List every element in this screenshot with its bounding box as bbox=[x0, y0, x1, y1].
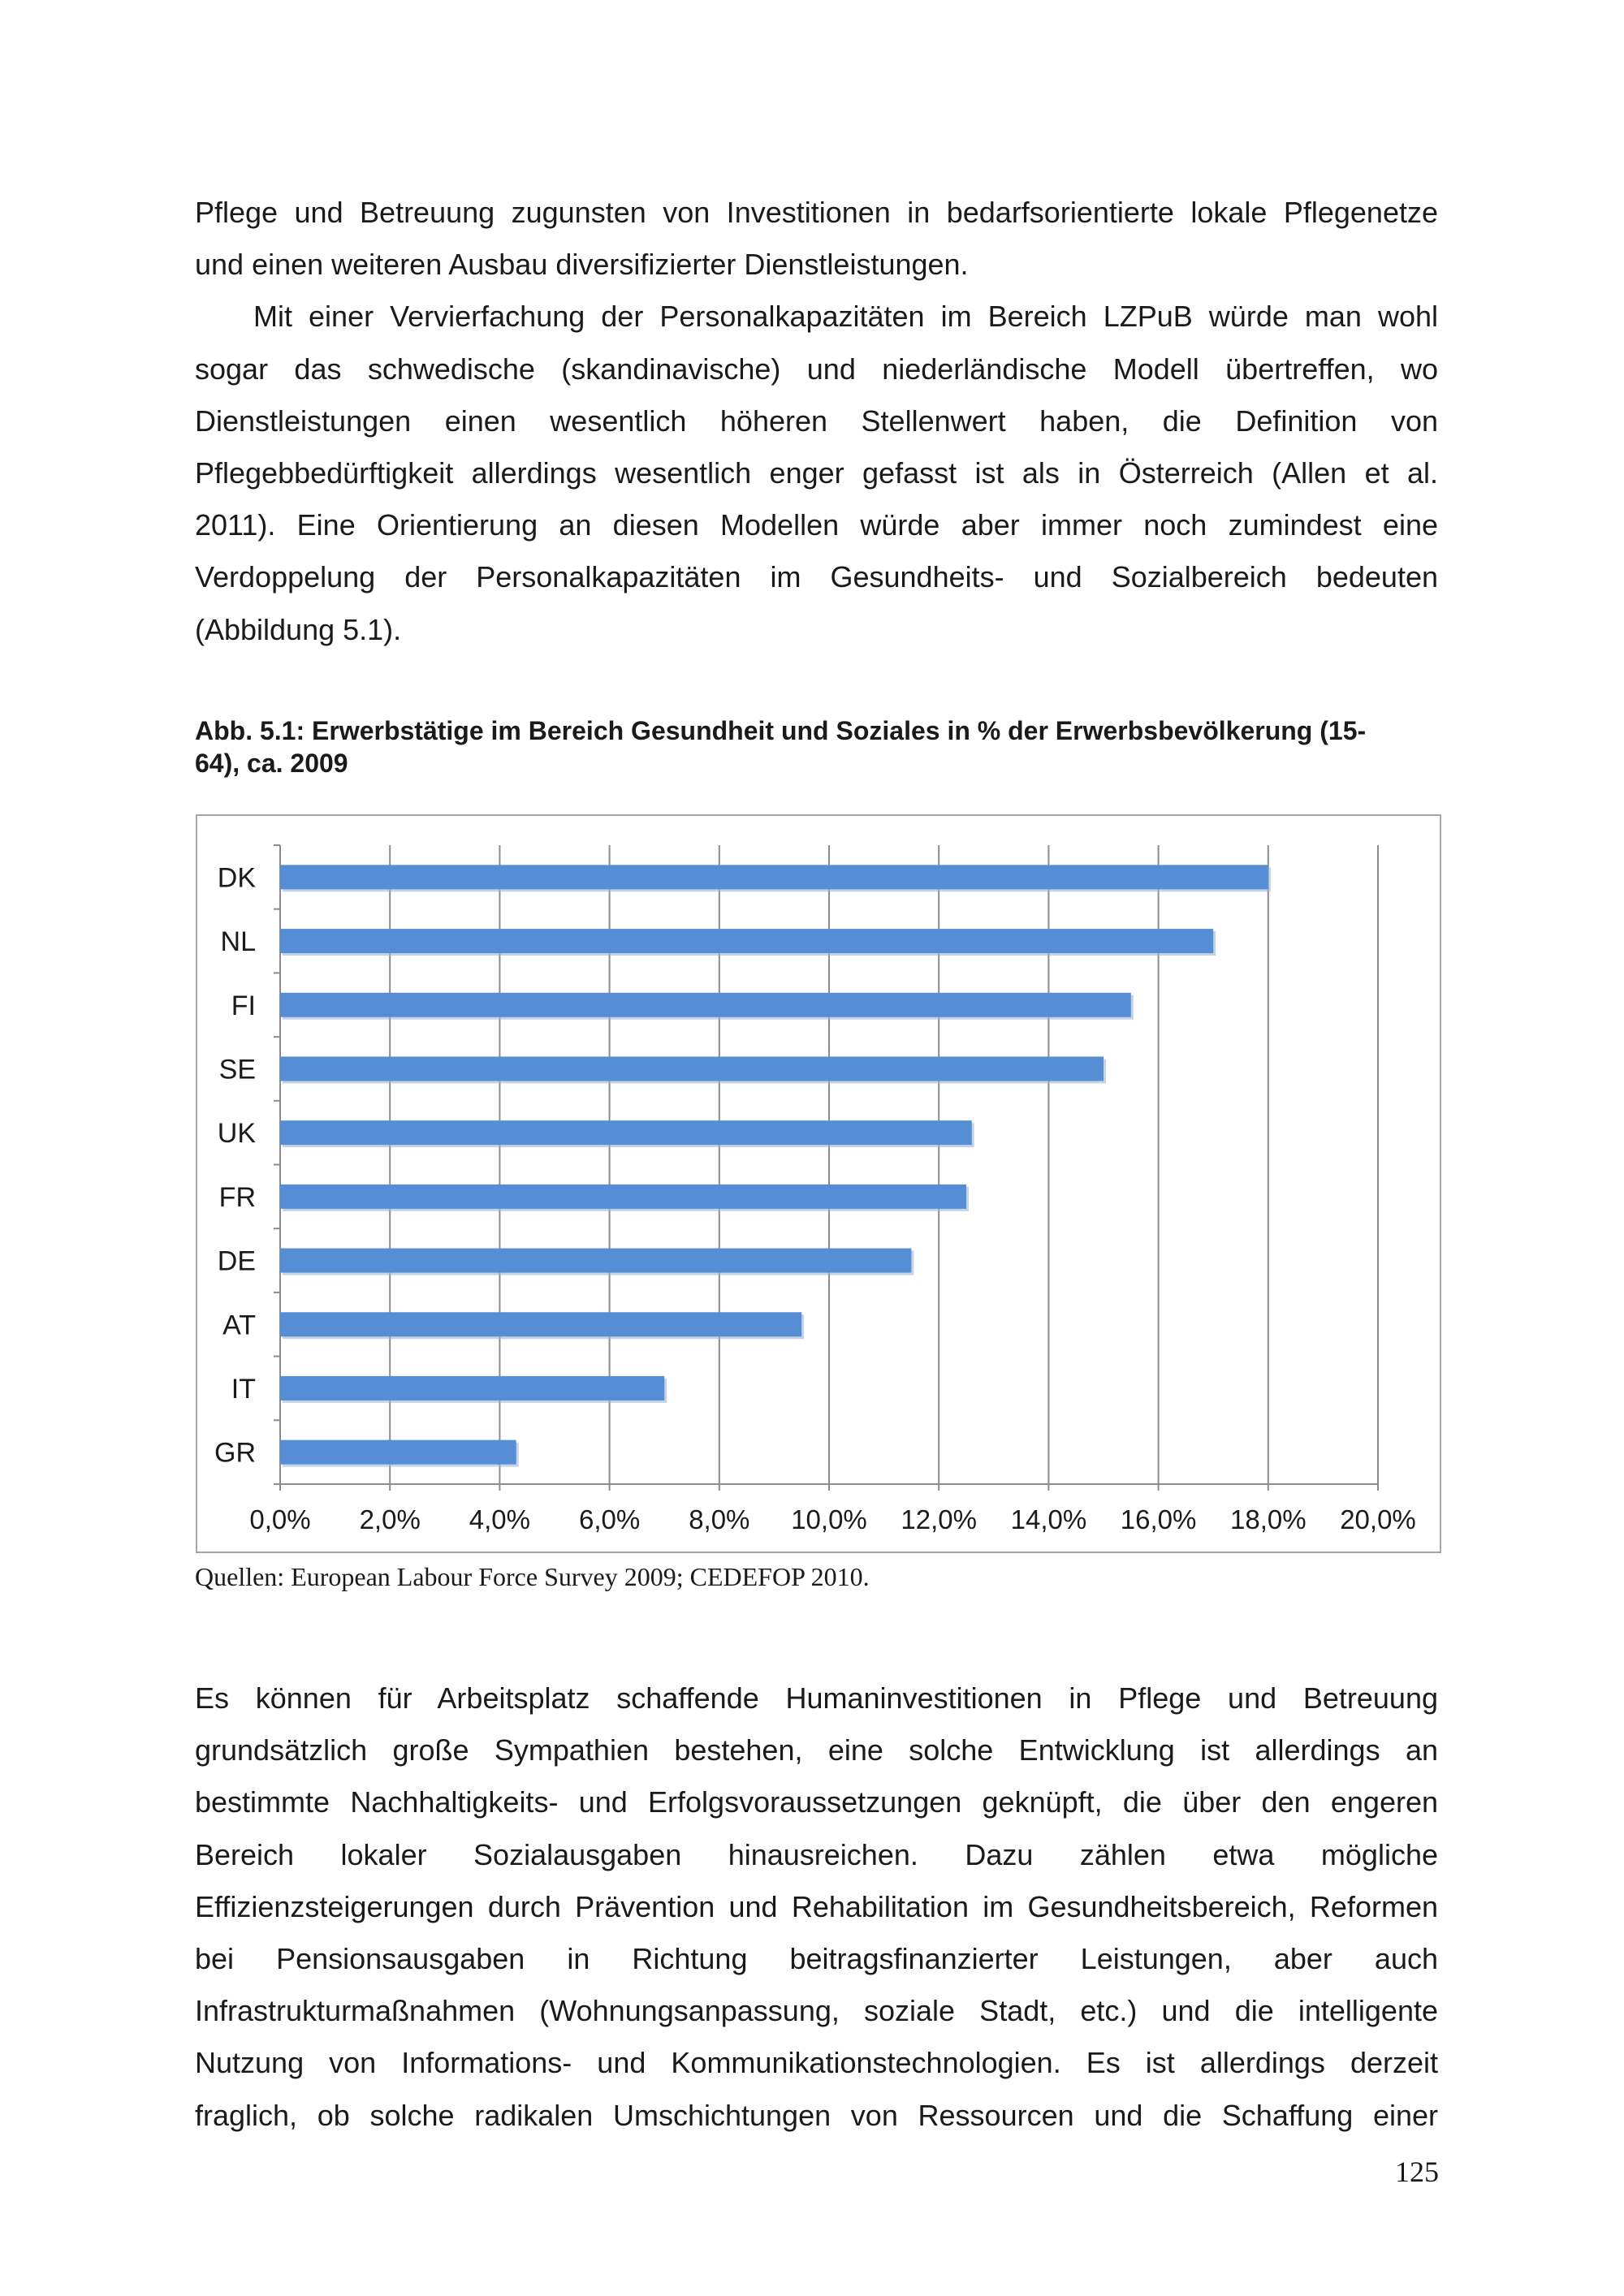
x-tick-label: 18,0% bbox=[1230, 1504, 1307, 1534]
text-line: Pflegebbedürftigkeit allerdings wesentlich enger gefasst ist als in Österreich (Allen et al. bbox=[195, 455, 1438, 490]
paragraph-1 bbox=[195, 187, 1438, 656]
x-tick-label: 14,0% bbox=[1010, 1504, 1087, 1534]
text-line: (Abbildung 5.1). bbox=[195, 612, 402, 646]
text-line: Dienstleistungen einen wesentlich höheren Stellenwert haben, die Definition von bbox=[195, 404, 1438, 438]
text-line: sogar das schwedische (skandinavische) und niederländische Modell übertreffen, wo bbox=[195, 352, 1438, 386]
y-tick-label: UK bbox=[217, 1118, 256, 1150]
page-number: 125 bbox=[1395, 2156, 1439, 2188]
y-tick-label: NL bbox=[220, 926, 256, 958]
text-line: bestimmte Nachhaltigkeits- und Erfolgsvoraussetzungen geknüpft, die über den engeren bbox=[195, 1785, 1438, 1819]
x-tick-label: 8,0% bbox=[689, 1504, 750, 1534]
text-line: Effizienzsteigerungen durch Prävention und Rehabilitation im Gesundheitsbereich, Reformen bbox=[195, 1889, 1438, 1923]
paragraph-2 bbox=[195, 1672, 1438, 2142]
y-tick-label: GR bbox=[214, 1437, 256, 1469]
text-line: bei Pensionsausgaben in Richtung beitragsfinanzierter Leistungen, aber auch bbox=[195, 1941, 1438, 1975]
bar-fi bbox=[280, 993, 1131, 1017]
text-line: Es können für Arbeitsplatz schaffende Humaninvestitionen in Pflege und Betreuung bbox=[195, 1681, 1438, 1715]
x-tick-label: 20,0% bbox=[1340, 1504, 1416, 1534]
caption-line-2: 64), ca. 2009 bbox=[195, 749, 348, 778]
bar-de bbox=[280, 1249, 911, 1273]
bar-se bbox=[280, 1056, 1104, 1081]
y-tick-label: IT bbox=[231, 1373, 256, 1405]
y-tick-label: DE bbox=[217, 1245, 256, 1277]
bar-dk bbox=[280, 865, 1268, 889]
text-line: Bereich lokaler Sozialausgaben hinausreichen. Dazu zählen etwa mögliche bbox=[195, 1837, 1438, 1871]
x-tick-label: 4,0% bbox=[469, 1504, 531, 1534]
text-line: Infrastrukturmaßnahmen (Wohnungsanpassung, soziale Stadt, etc.) und die intelligente bbox=[195, 1994, 1438, 2028]
y-tick-label: SE bbox=[218, 1054, 256, 1085]
bar-it bbox=[280, 1376, 664, 1400]
text-line: Nutzung von Informations- und Kommunikationstechnologien. Es ist allerdings derzeit bbox=[195, 2046, 1438, 2080]
y-tick-label: FI bbox=[231, 990, 256, 1021]
x-tick-label: 10,0% bbox=[791, 1504, 867, 1534]
text-line: und einen weiteren Ausbau diversifizierter Dienstleistungen. bbox=[195, 248, 969, 282]
bar-fr bbox=[280, 1185, 966, 1209]
y-tick-label: DK bbox=[217, 862, 256, 894]
x-tick-label: 0,0% bbox=[249, 1504, 311, 1534]
bar-uk bbox=[280, 1120, 972, 1145]
caption-line-1: Abb. 5.1: Erwerbstätige im Bereich Gesundheit und Soziales in % der Erwerbsbevölkerung (15- bbox=[195, 716, 1367, 745]
x-tick-label: 6,0% bbox=[578, 1504, 641, 1534]
text-line: grundsätzlich große Sympathien bestehen, eine solche Entwicklung ist allerdings an bbox=[195, 1733, 1438, 1767]
text-line: Pflege und Betreuung zugunsten von Investitionen in bedarfsorientierte lokale Pflegenetze bbox=[195, 196, 1438, 229]
chart-svg bbox=[197, 816, 1440, 1552]
figure-caption bbox=[195, 714, 1441, 779]
bar-at bbox=[280, 1312, 801, 1336]
text-line: Verdoppelung der Personalkapazitäten im Gesundheits- und Sozialbereich bedeuten bbox=[195, 560, 1438, 594]
text-line: Mit einer Vervierfachung der Personalkapazitäten im Bereich LZPuB würde man wohl bbox=[253, 300, 1438, 334]
bar-gr bbox=[280, 1440, 516, 1465]
x-tick-label: 12,0% bbox=[901, 1504, 977, 1534]
bar-nl bbox=[280, 929, 1213, 953]
bar-chart bbox=[196, 814, 1441, 1553]
y-tick-label: FR bbox=[218, 1181, 256, 1213]
x-tick-label: 16,0% bbox=[1120, 1504, 1197, 1534]
x-tick-label: 2,0% bbox=[359, 1504, 421, 1534]
figure-source: Quellen: European Labour Force Survey 2009; CEDEFOP 2010. bbox=[195, 1562, 870, 1591]
text-line: 2011). Eine Orientierung an diesen Modellen würde aber immer noch zumindest eine bbox=[195, 508, 1438, 542]
text-line: fraglich, ob solche radikalen Umschichtungen von Ressourcen und die Schaffung einer bbox=[195, 2098, 1438, 2132]
y-tick-label: AT bbox=[222, 1310, 256, 1341]
